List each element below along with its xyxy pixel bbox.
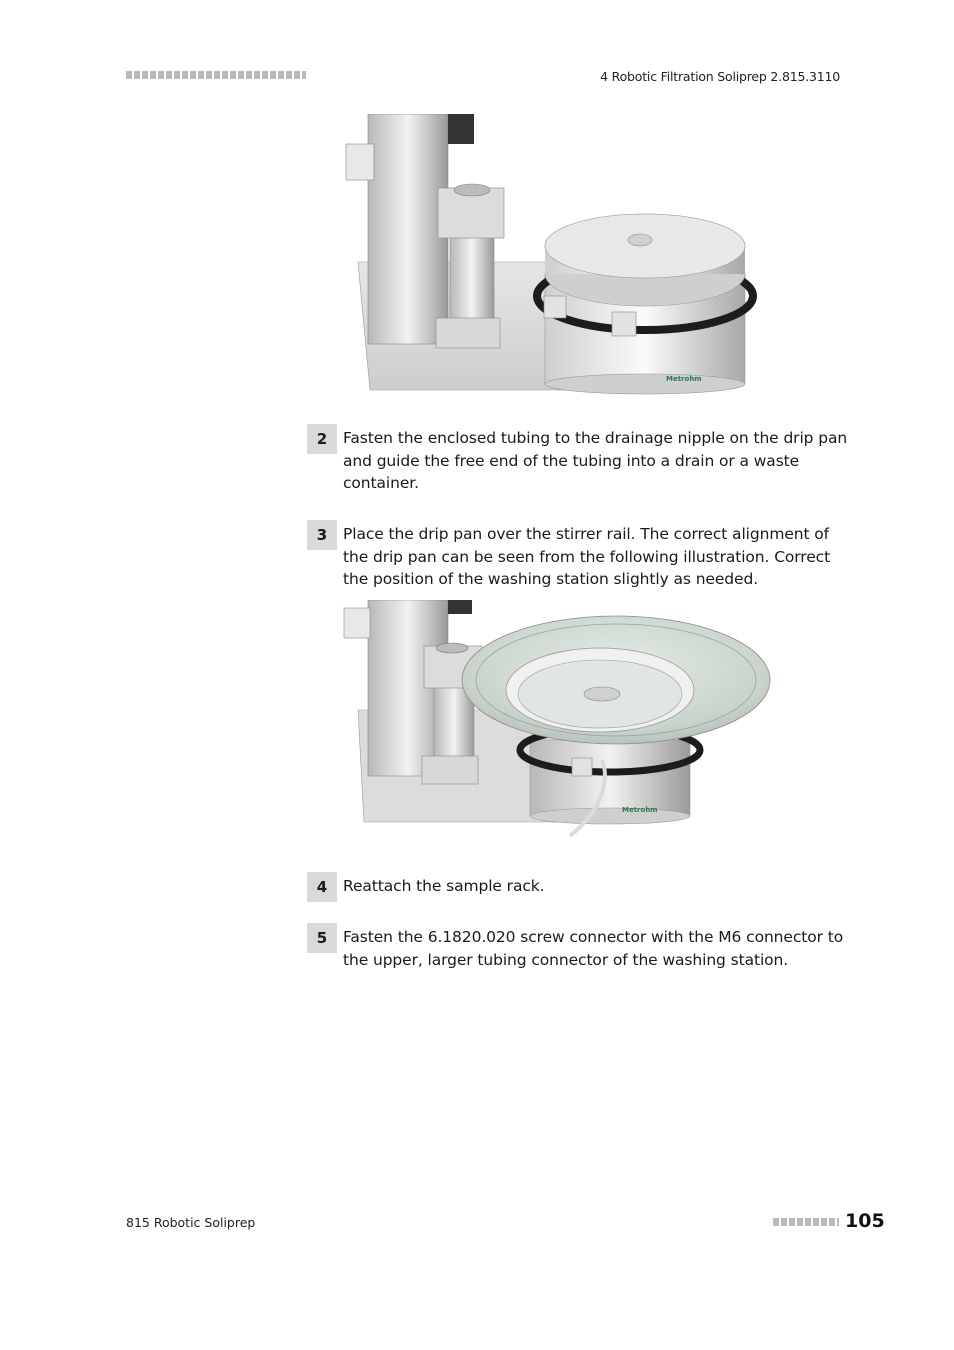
drip-pan-alignment-illustration	[340, 600, 772, 838]
logo-metrohm: Metrohm	[622, 806, 658, 814]
logo-metrohm: Metrohm	[666, 375, 702, 383]
step-number: 2	[307, 424, 337, 454]
page-number: 105	[845, 1210, 885, 1232]
tower	[368, 114, 448, 344]
footer-product-name: 815 Robotic Soliprep	[126, 1215, 256, 1230]
step-number: 4	[307, 872, 337, 902]
stirrer-body	[530, 740, 690, 816]
chapter-title: 4 Robotic Filtration Soliprep 2.815.3110	[600, 69, 840, 84]
washing-station-mounted-illustration	[340, 114, 760, 396]
step-number: 5	[307, 923, 337, 953]
step-number: 3	[307, 520, 337, 550]
step-text: Place the drip pan over the stirrer rail. The correct alignment of the drip pan can be seen from the following illustration. Correct the position of the washing station slightly as needed.	[343, 525, 831, 588]
step-text: Reattach the sample rack.	[343, 877, 545, 895]
footer-decoration	[773, 1218, 839, 1226]
header-decoration	[126, 71, 306, 79]
step-text: Fasten the 6.1820.020 screw connector with the M6 connector to the upper, larger tubing connector of the washing station.	[343, 928, 844, 969]
step-text: Fasten the enclosed tubing to the drainage nipple on the drip pan and guide the free end of the tubing into a drain or a waste container.	[343, 429, 848, 492]
